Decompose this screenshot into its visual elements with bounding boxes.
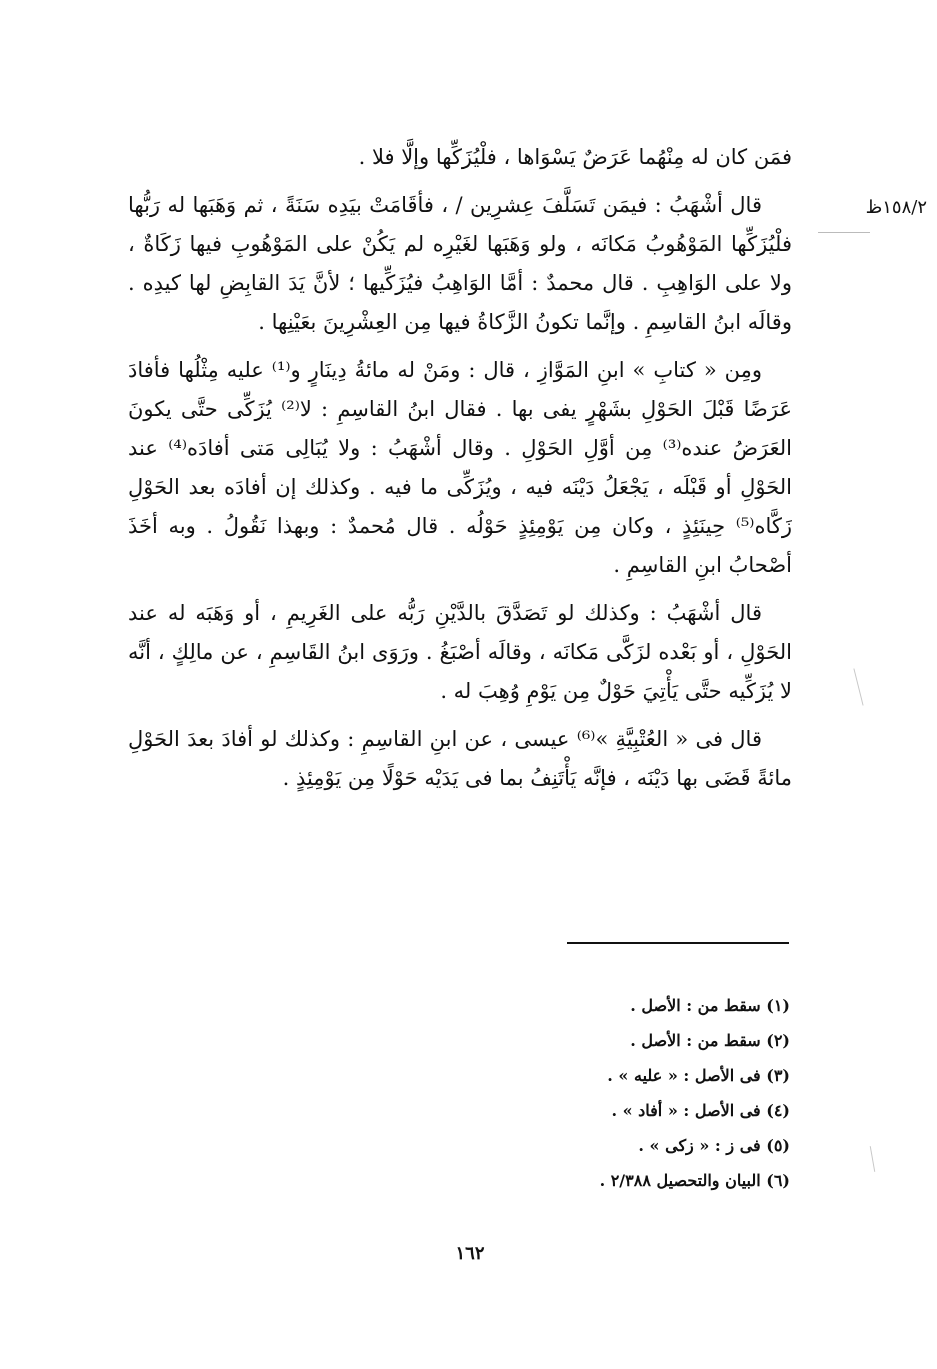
footnote-3: (٣) فى الأصل : « عليه » . [607,1066,790,1085]
footnotes [420,988,790,1198]
paragraph-2: قال أشْهَبُ : فيمَن تَسَلَّفَ عِشرِين / ، فأقَامَتْ بيَدِه سَنَةً ، ثم وَهَبَها له رَبُّها فلْيُزَكِّها المَوْهُوبُ مَكانَه ، ولو وَهَبَها لغَيْرِه لم يَكُنْ على المَوْهُوبِ فيها زَكَاةٌ ، ولا على الوَاهِبِ . قال محمدٌ : أمَّا الوَاهِبُ فيُزَكِّيها ؛ لأنَّ يَدَ القابِضِ لها كيدِه . وقالَه ابنُ القاسِمِ . وإنَّما تكونُ الزَّكاةُ فيها مِن العِشْرِينَ بعَيْنِها . [128,193,792,334]
footnote-1: (١) سقط من : الأصل . [630,996,790,1015]
margin-divider [818,232,870,233]
footnote-6: (٦) البيان والتحصيل ٢/٣٨٨ . [599,1171,790,1190]
paragraph-4: قال أشْهَبُ : وكذلك لو تَصَدَّقَ بالدَّيْنِ رَبُّه على الغَرِيمِ ، أو وَهَبَه له عند الحَوْلِ ، أو بَعْده لزَكَّى مَكانَه ، وقالَه أصْبَغُ . ورَوَى ابنُ القَاسِمِ ، عن مالِكٍ ، أنَّه لا يُزَكِّيه حتَّى يَأْتِيَ حَوْلٌ مِن يَوْمِ وُهِبَ له . [128,601,792,703]
paragraph-3: ومِن « كتابِ » ابنِ المَوَّازِ ، قال : ومَنْ له مائةُ دِينَارٍ و⁽¹⁾ عليه مِثْلُها فأفادَ عَرَضًا قَبْلَ الحَوْلِ بشَهْرٍ يفى بها . فقال ابنُ القاسِمِ : لا⁽²⁾ يُزَكِّى حتَّى يكونَ العَرَضُ عنده⁽³⁾ مِن أوَّلِ الحَوْلِ . وقال أشْهَبُ : ولا يُبَالِى مَتى أفادَه⁽⁴⁾ عند الحَوْلِ أو قَبْلَه ، يَجْعَلُ دَيْنَه فيه ، ويُزَكِّى ما فيه . وكذلك إن أفادَه بعد الحَوْلِ زَكَّاه⁽⁵⁾ حِينَئِذٍ ، وكان مِن يَوْمِئِذٍ حَوْلُه . قال مُحمدٌ : وبهذا نَقُولُ . وبه أخَذَ أصْحابُ ابنِ القاسِمِ . [128,358,792,577]
manuscript-folio-reference: ١٥٨/٢ظ [865,197,927,218]
page-number: ١٦٢ [455,1243,485,1264]
main-body-text [128,138,792,807]
paragraph-5: قال فى « العُتْبِيَّةِ »⁽⁶⁾ عيسى ، عن ابنِ القاسِمِ : وكذلك لو أفادَ بعدَ الحَوْلِ مائةً قَضَى بها دَيْنَه ، فإنَّه يَأْتَنِفُ بما فى يَدَيْه حَوْلًا مِن يَوْمِئِذٍ . [128,727,792,790]
footnote-2: (٢) سقط من : الأصل . [630,1031,790,1050]
scan-artifact-line [853,668,863,705]
footnote-separator [567,942,789,944]
footnote-5: (٥) فى ز : « زكى » . [638,1136,790,1155]
scan-artifact-line [870,1146,875,1172]
footnote-4: (٤) فى الأصل : « أفاد » . [611,1101,790,1120]
paragraph-1: فمَن كان له مِنْهُما عَرَضٌ يَسْوَاها ، فلْيُزَكِّها وإلَّا فلا . [358,145,792,169]
